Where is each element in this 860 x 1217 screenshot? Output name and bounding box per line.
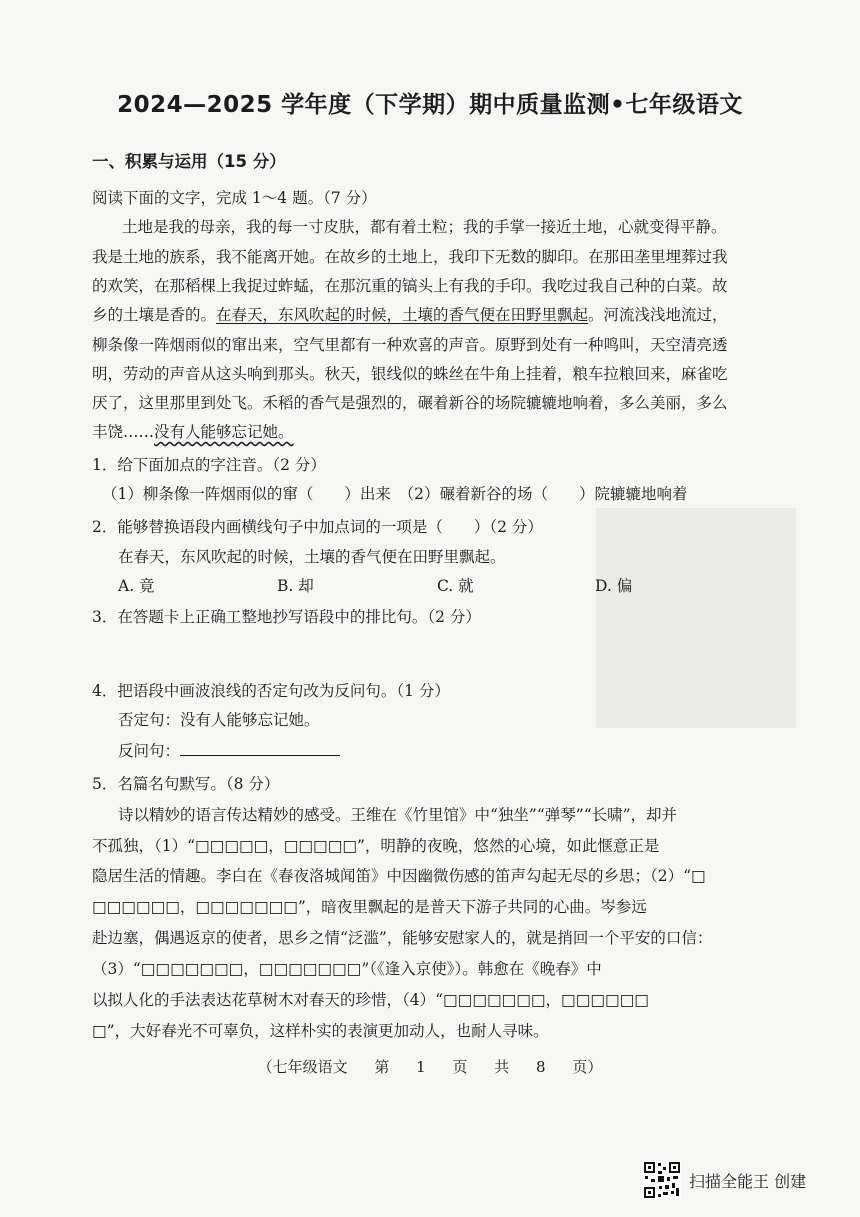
q5-line: 不孤独，（1）“□□□□□，□□□□□”，明静的夜晚，悠然的心境，如此惬意正是	[92, 837, 660, 855]
answer-blank	[180, 741, 340, 756]
q5-line: 以拟人化的手法表达花草树木对春天的珍惜，（4）“□□□□□□□，□□□□□□	[92, 991, 649, 1009]
option-d: D. 偏	[595, 577, 633, 595]
passage-text: 丰饶……	[92, 423, 155, 441]
passage-line: 我是土地的族系，我不能离开她。在故乡的土地上，我印下无数的脚印。在那田垄里埋葬过我	[92, 248, 728, 266]
option-a: A. 竟	[118, 577, 155, 595]
passage-text: 。河流浅浅地流过，	[588, 306, 728, 324]
question-1-items: （1）柳条像一阵烟雨似的窜（ ）出来 （2）碾着新谷的场（ ）院辘辘地响着	[102, 485, 688, 503]
q5-line: （3）“□□□□□□□，□□□□□□□”（《逢入京使》）。韩愈在《晚春》中	[92, 960, 602, 978]
question-4-negative: 否定句：没有人能够忘记她。	[118, 711, 320, 729]
section-intro: 阅读下面的文字，完成 1～4 题。（7 分）	[92, 189, 377, 207]
q5-line: □”，大好春光不可辜负，这样朴实的表演更加动人，也耐人寻味。	[92, 1022, 549, 1040]
answer-label: 反问句：	[118, 742, 181, 760]
q5-line: 隐居生活的情趣。李白在《春夜洛城闻笛》中因幽微伤感的笛声勾起无尽的乡思；（2）“□	[92, 867, 706, 885]
question-4-stem: 4．把语段中画波浪线的否定句改为反问句。（1 分）	[92, 682, 450, 700]
watermark-text: 扫描全能王 创建	[689, 1171, 807, 1191]
question-2-sentence: 在春天，东风吹起的时候，土壤的香气便在田野里飘起。	[118, 548, 506, 566]
qr-code-icon	[643, 1161, 681, 1199]
passage-line: 的欢笑，在那稻棵上我捉过蚱蜢，在那沉重的镐头上有我的手印。我吃过我自己种的白菜。故	[92, 277, 728, 295]
bleed-through-shade	[596, 508, 796, 728]
q5-line: □□□□□□，□□□□□□□”，暗夜里飘起的是普天下游子共同的心曲。岑参远	[92, 898, 647, 916]
question-4-rhetorical	[118, 741, 340, 761]
option-c: C. 就	[437, 577, 474, 595]
page-title: 2024—2025 学年度（下学期）期中质量监测•七年级语文	[117, 92, 743, 118]
question-1-stem: 1．给下面加点的字注音。（2 分）	[92, 456, 326, 474]
question-2-stem: 2．能够替换语段内画横线句子中加点词的一项是（ ）（2 分）	[92, 518, 543, 536]
section-heading: 一、积累与运用（15 分）	[92, 152, 286, 171]
page-footer: （七年级语文 第 1 页 共 8 页）	[257, 1058, 603, 1076]
passage-text: 乡的土壤是香的。	[92, 306, 217, 324]
question-5-stem: 5．名篇名句默写。（8 分）	[92, 775, 280, 793]
q5-line: 赴边塞，偶遇返京的使者，思乡之情“泛滥”，能够安慰家人的，就是捎回一个平安的口信：	[92, 929, 713, 947]
scanner-watermark	[643, 1158, 806, 1202]
q5-line: 诗以精妙的语言传达精妙的感受。王维在《竹里馆》中“独坐”“弹琴”“长啸”，却并	[118, 806, 678, 824]
option-b: B. 却	[277, 577, 314, 595]
passage-line: 柳条像一阵烟雨似的窜出来，空气里都有一种欢喜的声音。原野到处有一种鸣叫，天空清亮透	[92, 336, 728, 354]
passage-line	[92, 422, 294, 442]
passage-line: 明，劳动的声音从这头响到那头。秋天，银线似的蛛丝在牛角上挂着，粮车拉粮回来，麻雀吃	[92, 365, 728, 383]
question-3-stem: 3．在答题卡上正确工整地抄写语段中的排比句。（2 分）	[92, 608, 481, 626]
underlined-sentence: 在春天，东风吹起的时候，土壤的香气便在田野里飘起	[216, 306, 589, 324]
passage-line: 土地是我的母亲，我的每一寸皮肤，都有着土粒；我的手掌一接近土地，心就变得平静。	[122, 218, 727, 236]
wavy-negative-sentence: 没有人能够忘记她。	[154, 423, 294, 441]
passage-line: 厌了，这里那里到处飞。禾稻的香气是强烈的，碾着新谷的场院辘辘地响着，多么美丽，多么	[92, 394, 728, 412]
passage-line	[92, 305, 728, 325]
